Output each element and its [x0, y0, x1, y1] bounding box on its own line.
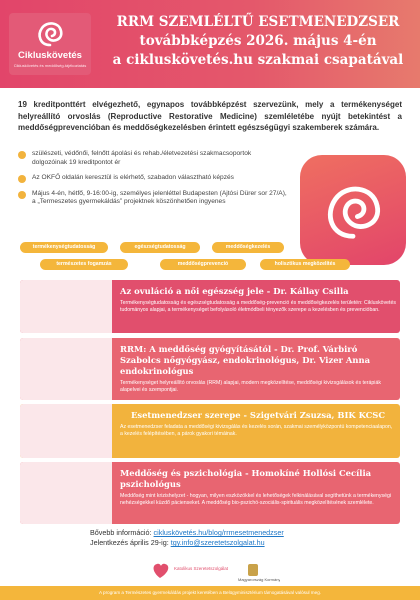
session-text: Meddőség mint krizishelyzet - hogyan, milyen eszközökkel és lehetőségek felkinálásával segíthetünk a termékenységi nehézségekkel küzdő pácienseket. A meddőség bio-pszichó-szociális-spirituális megközelítésének szemlélete. [120, 493, 392, 507]
session-text: Termékenységet helyreállító orvoslás (RRM) alapjai, modern megközelítése, meddőségi kivizsgálások és terápiák alapelvei és szempontjai. [120, 380, 381, 394]
logo [9, 13, 91, 75]
logo-tagline: Cikluskövetés és meddőség-tájékoztatás [13, 63, 87, 68]
bullet-text: Május 4-én, hétfő, 9-16:00-ig, személyes jelenléttel Budapesten (Ajtósi Dürer sor 27/A), a „Termeszetes gyermekáldás” projektnek köszönhetően ingyenes [32, 189, 287, 206]
page-title [100, 13, 416, 70]
list-item [18, 190, 288, 207]
tag: meddőségprevenció [160, 259, 246, 270]
session-title: RRM: A meddőség gyógyításától - Dr. Prof. Várbiró Szabolcs nőgyógyász, endokrinológus, Dr. Vizer Anna endokrinológus [120, 344, 370, 376]
title-line-1: RRM SZEMLÉLTŰ ESETMENEDZSER [116, 14, 400, 30]
title-line-2: továbbképzés 2026. május 4-én [139, 33, 377, 49]
session-title: Az ovuláció a női egészség jele - Dr. Kállay Csilla [120, 286, 349, 296]
swirl-logo-icon [34, 17, 66, 49]
session-photo [20, 404, 112, 458]
tag: természetes fogamzás [40, 259, 128, 270]
tag: meddőségkezelés [212, 242, 284, 253]
tag: egészségtudatosság [120, 242, 200, 253]
tag: holisztikus megközelítés [260, 259, 350, 270]
session-title: Meddőség és pszichológia - Homokíné Hollósi Cecília pszichológus [120, 468, 372, 489]
coat-of-arms-icon [248, 564, 258, 576]
session-photo [20, 280, 112, 333]
signup-label: Jelentkezés április 29-ig: [90, 538, 169, 547]
signup-email-link[interactable]: tgy.info@szeretetszolgalat.hu [170, 538, 265, 547]
session-card [20, 280, 400, 333]
session-title: Esetmenedzser szerepe - Szigetvári Zsuzsa, BIK KCSC [130, 410, 386, 420]
session-photo [20, 462, 112, 524]
bullet-dot-icon [18, 191, 26, 199]
session-photo [20, 338, 112, 400]
footer-bar: A program a Természetes gyermekáldás projekt keretében a Belügyminisztérium támogatásával valósul meg. [0, 586, 420, 600]
partner-logos [150, 560, 280, 582]
heart-logo-icon [154, 564, 169, 578]
session-card [20, 404, 400, 458]
bullet-list [18, 150, 288, 214]
bullet-text: szülészeti, védőnői, felnőtt ápolási és rehab./életvezetési szakmacsoportok dolgozóinak 19 kreditpontot ér [32, 150, 252, 166]
session-text: Az esetmenedzser feladata a meddőségi kivizsgálás és kezelés során, szakmai személyközpontú kompetenciaalapon, a kezelés felépítésében, a párok gyakori témáinak. [120, 424, 393, 438]
list-item [18, 150, 288, 167]
title-line-3: a cikluskövetés.hu szakmai csapatával [112, 52, 404, 68]
swirl-graphic [300, 155, 406, 265]
session-card [20, 462, 400, 524]
list-item [18, 174, 288, 183]
partner-two: Magyarország Kormánya [238, 577, 280, 582]
partner-one: Katolikus Szeretetszolgálat [174, 566, 229, 571]
session-text: Termékenységtudatosság és egészségtudatosság a meddőség-prevenció és meddőségkezelés területén: Cikluskövetés tudományos alapjai, a termékenységet befolyásoló életmódbeli tényezők szerepe a kezelésben és prevencióban. [120, 300, 396, 314]
tag: termékenységtudatosság [20, 242, 108, 253]
bullet-dot-icon [18, 175, 26, 183]
logo-name: Cikluskövetés [18, 50, 82, 61]
bullet-text: Az OKFŐ oldalán keresztül is elérhető, szabadon választható képzés [32, 174, 234, 182]
more-info-label: Bővebb információ: [90, 528, 152, 537]
header-banner [0, 0, 420, 88]
swirl-logo-icon [318, 175, 388, 245]
bullet-dot-icon [18, 151, 26, 159]
contact-info [90, 528, 390, 548]
session-card [20, 338, 400, 400]
more-info-link[interactable]: cikluskövetés.hu/blog/rrmesetmenedzser [153, 528, 284, 537]
intro-text: 19 kreditponttért elvégezhető, egynapos továbbképzést szervezünk, mely a termékenységet helyreállító orvoslás (Reproductive Restorative Medicine) szemléletébe nyújt betekintést a meddőségprevencióban és meddőségkezelésben érintett egészségügyi szakemberek számára. [18, 100, 402, 132]
